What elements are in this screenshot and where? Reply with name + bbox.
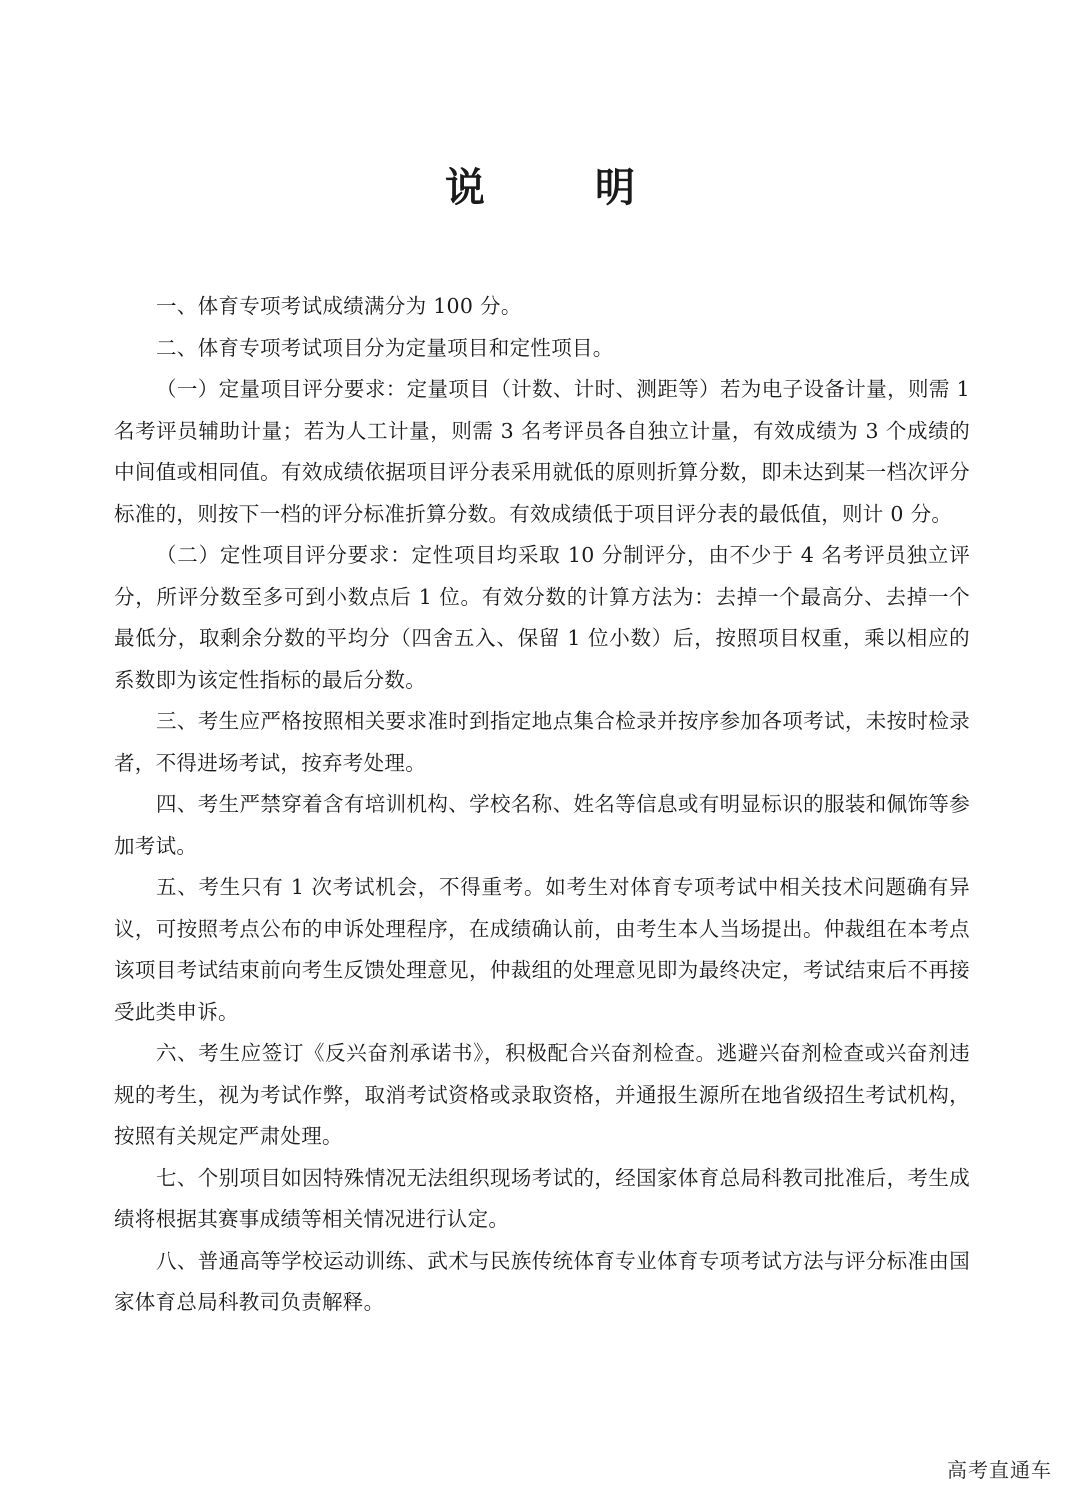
paragraph-3: （一）定量项目评分要求：定量项目（计数、计时、测距等）若为电子设备计量，则需 1 名考评员辅助计量；若为人工计量，则需 3 名考评员各自独立计量，有效成绩为 3 个成绩的中间值或相同值。有效成绩依据项目评分表采用就低的原则折算分数，即未达到某一档次评分标准的，则按下一档的评分标准折算分数。有效成绩低于项目评分表的最低值，则计 0 分。	[114, 377, 970, 526]
watermark-text: 高考直通车	[947, 1458, 1052, 1482]
document-title: 说 明	[445, 165, 683, 211]
paragraph-7: 五、考生只有 1 次考试机会，不得重考。如考生对体育专项考试中相关技术问题确有异议，可按照考点公布的申诉处理程序，在成绩确认前，由考生本人当场提出。仲裁组在本考点该项目考试结束前向考生反馈处理意见，仲裁组的处理意见即为最终决定，考试结束后不再接受此类申诉。	[114, 875, 970, 1024]
paragraph-2: 二、体育专项考试项目分为定量项目和定性项目。	[156, 335, 614, 360]
paragraph-8: 六、考生应签订《反兴奋剂承诺书》，积极配合兴奋剂检查。逃避兴奋剂检查或兴奋剂违规的考生，视为考试作弊，取消考试资格或录取资格，并通报生源所在地省级招生考试机构，按照有关规定严肃处理。	[114, 1041, 970, 1148]
paragraph-6: 四、考生严禁穿着含有培训机构、学校名称、姓名等信息或有明显标识的服装和佩饰等参加考试。	[114, 792, 970, 858]
paragraph-10: 八、普通高等学校运动训练、武术与民族传统体育专业体育专项考试方法与评分标准由国家体育总局科教司负责解释。	[114, 1248, 970, 1314]
paragraph-9: 七、个别项目如因特殊情况无法组织现场考试的，经国家体育总局科教司批准后，考生成绩将根据其赛事成绩等相关情况进行认定。	[114, 1165, 970, 1231]
paragraph-4: （二）定性项目评分要求：定性项目均采取 10 分制评分，由不少于 4 名考评员独立评分，所评分数至多可到小数点后 1 位。有效分数的计算方法为：去掉一个最高分、去掉一个最低分，取剩余分数的平均分（四舍五入、保留 1 位小数）后，按照项目权重，乘以相应的系数即为该定性指标的最后分数。	[114, 543, 970, 692]
paragraph-1: 一、体育专项考试成绩满分为 100 分。	[156, 294, 522, 318]
document-body	[114, 286, 970, 1324]
paragraph-5: 三、考生应严格按照相关要求准时到指定地点集合检录并按序参加各项考试，未按时检录者，不得进场考试，按弃考处理。	[114, 709, 970, 775]
